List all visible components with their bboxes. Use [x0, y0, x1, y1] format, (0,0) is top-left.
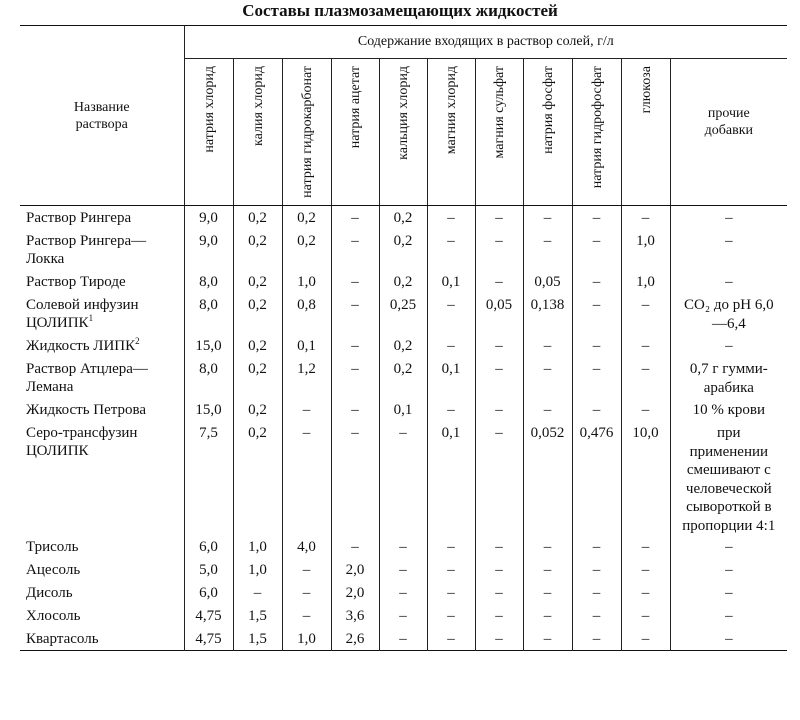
- solution-name: Раствор Тироде: [26, 274, 126, 290]
- value-cell: –: [475, 334, 523, 357]
- value-cell: –: [427, 535, 475, 558]
- value-cell: –: [427, 627, 475, 651]
- column-header: [282, 59, 331, 206]
- table-row: [20, 421, 787, 535]
- value-cell: 0,2: [282, 206, 331, 230]
- value-cell: 3,6: [331, 604, 379, 627]
- value-cell: 6,0: [184, 535, 233, 558]
- other-additives-cell: [670, 535, 787, 558]
- other-additives-text: –: [725, 562, 733, 578]
- value-cell: 8,0: [184, 270, 233, 293]
- column-header-label: натрия хлорид: [201, 66, 216, 153]
- value-cell: –: [523, 627, 572, 651]
- value-cell: 0,1: [379, 398, 427, 421]
- column-header: [331, 59, 379, 206]
- value-cell: –: [331, 270, 379, 293]
- value-cell: 0,2: [233, 229, 282, 270]
- value-cell: –: [331, 293, 379, 334]
- value-cell: –: [572, 229, 621, 270]
- column-header: [379, 59, 427, 206]
- value-cell: –: [282, 604, 331, 627]
- solution-name-cell: [20, 334, 184, 357]
- table-row: [20, 334, 787, 357]
- value-cell: 0,2: [379, 229, 427, 270]
- value-cell: –: [475, 421, 523, 535]
- value-cell: –: [427, 558, 475, 581]
- other-additives-text: –: [725, 585, 733, 601]
- value-cell: –: [572, 627, 621, 651]
- other-additives-cell: [670, 334, 787, 357]
- other-additives-cell: [670, 206, 787, 230]
- other-additives-text: –: [725, 608, 733, 624]
- value-cell: –: [475, 206, 523, 230]
- table-body: [20, 206, 787, 651]
- solution-name-cell: [20, 398, 184, 421]
- solution-name-cell: [20, 229, 184, 270]
- value-cell: –: [621, 558, 670, 581]
- value-cell: –: [572, 535, 621, 558]
- value-cell: 0,2: [282, 229, 331, 270]
- column-header: [233, 59, 282, 206]
- value-cell: –: [523, 357, 572, 398]
- value-cell: 0,05: [475, 293, 523, 334]
- value-cell: –: [379, 421, 427, 535]
- value-cell: –: [523, 229, 572, 270]
- value-cell: –: [572, 206, 621, 230]
- table-title: Составы плазмозамещающих жидкостей: [242, 1, 558, 20]
- value-cell: 10,0: [621, 421, 670, 535]
- value-cell: –: [379, 581, 427, 604]
- value-cell: –: [572, 581, 621, 604]
- solution-name: Ацесоль: [26, 562, 81, 578]
- value-cell: –: [621, 334, 670, 357]
- value-cell: 1,0: [233, 535, 282, 558]
- solution-name-cell: [20, 293, 184, 334]
- other-additives-text: –: [725, 539, 733, 555]
- other-additives-text: –: [725, 274, 733, 290]
- value-cell: 0,25: [379, 293, 427, 334]
- value-cell: 2,6: [331, 627, 379, 651]
- value-cell: 0,2: [233, 293, 282, 334]
- value-cell: –: [427, 604, 475, 627]
- solution-name: Жидкость Петрова: [26, 402, 147, 418]
- solution-name-cell: [20, 581, 184, 604]
- value-cell: 15,0: [184, 334, 233, 357]
- solution-name-cell: [20, 357, 184, 398]
- value-cell: 1,5: [233, 604, 282, 627]
- other-additives-text: –: [725, 233, 733, 249]
- value-cell: –: [523, 558, 572, 581]
- other-additives-text: CO₂ до pH 6,0—6,4: [684, 297, 774, 332]
- value-cell: –: [572, 357, 621, 398]
- value-cell: –: [621, 357, 670, 398]
- other-additives-cell: [670, 293, 787, 334]
- other-additives-text: 0,7 г гумми-арабика: [689, 361, 768, 396]
- solution-name: Солевой инфузин ЦОЛИПК: [26, 297, 139, 331]
- other-additives-text: 10 % крови: [692, 402, 766, 418]
- column-header-label: магния хлорид: [443, 66, 459, 155]
- solution-name: Серо-трансфузин ЦОЛИПК: [26, 425, 138, 459]
- column-header: [184, 59, 233, 206]
- value-cell: –: [572, 398, 621, 421]
- value-cell: 0,1: [427, 421, 475, 535]
- solution-name-cell: [20, 558, 184, 581]
- value-cell: –: [475, 581, 523, 604]
- solution-name: Раствор Атцлера—Лемана: [26, 361, 148, 395]
- table-row: [20, 604, 787, 627]
- solution-name: Дисоль: [26, 585, 73, 601]
- other-additives-cell: [670, 581, 787, 604]
- other-additives-cell: [670, 229, 787, 270]
- value-cell: –: [427, 293, 475, 334]
- value-cell: –: [621, 627, 670, 651]
- solution-name: Квартасоль: [26, 631, 99, 647]
- value-cell: 5,0: [184, 558, 233, 581]
- value-cell: –: [282, 398, 331, 421]
- other-additives-cell: [670, 604, 787, 627]
- value-cell: –: [475, 604, 523, 627]
- solution-name-cell: [20, 270, 184, 293]
- value-cell: –: [379, 627, 427, 651]
- table-row: [20, 398, 787, 421]
- footnote-marker: 1: [88, 313, 94, 323]
- solution-name: Раствор Рингера: [26, 210, 132, 226]
- other-additives-cell: [670, 270, 787, 293]
- table-row: [20, 229, 787, 270]
- value-cell: 7,5: [184, 421, 233, 535]
- value-cell: –: [331, 421, 379, 535]
- value-cell: 15,0: [184, 398, 233, 421]
- value-cell: –: [282, 581, 331, 604]
- value-cell: 0,1: [282, 334, 331, 357]
- column-header-label: натрия ацетат: [347, 66, 363, 149]
- table-row: [20, 535, 787, 558]
- value-cell: 8,0: [184, 293, 233, 334]
- solution-name-cell: [20, 604, 184, 627]
- value-cell: –: [427, 398, 475, 421]
- solution-name: Трисоль: [26, 539, 79, 555]
- value-cell: –: [427, 229, 475, 270]
- value-cell: –: [475, 398, 523, 421]
- value-cell: 8,0: [184, 357, 233, 398]
- value-cell: 0,1: [427, 270, 475, 293]
- value-cell: 0,2: [379, 206, 427, 230]
- value-cell: 1,0: [282, 627, 331, 651]
- solution-name-cell: [20, 627, 184, 651]
- value-cell: –: [572, 270, 621, 293]
- value-cell: –: [331, 334, 379, 357]
- value-cell: –: [282, 421, 331, 535]
- value-cell: 0,2: [379, 334, 427, 357]
- table-row: [20, 627, 787, 651]
- other-additives-cell: [670, 357, 787, 398]
- value-cell: –: [572, 293, 621, 334]
- value-cell: –: [475, 270, 523, 293]
- value-cell: –: [475, 558, 523, 581]
- value-cell: 1,2: [282, 357, 331, 398]
- other-additives-cell: [670, 627, 787, 651]
- solutions-table: [20, 25, 787, 651]
- value-cell: –: [331, 398, 379, 421]
- value-cell: –: [523, 581, 572, 604]
- value-cell: 0,2: [233, 334, 282, 357]
- column-header-label: калия хлорид: [250, 66, 265, 146]
- value-cell: –: [475, 627, 523, 651]
- table-row: [20, 581, 787, 604]
- solution-name-cell: [20, 421, 184, 535]
- value-cell: –: [331, 206, 379, 230]
- solution-name: Жидкость ЛИПК: [26, 338, 136, 354]
- column-header: [475, 59, 523, 206]
- column-header: [523, 59, 572, 206]
- value-cell: –: [523, 334, 572, 357]
- table-row: [20, 270, 787, 293]
- value-cell: –: [475, 229, 523, 270]
- value-cell: –: [427, 206, 475, 230]
- solution-name: Хлосоль: [26, 608, 81, 624]
- value-cell: 0,2: [233, 357, 282, 398]
- value-cell: 0,138: [523, 293, 572, 334]
- solution-name-cell: [20, 535, 184, 558]
- column-header-label: кальция хлорид: [395, 66, 411, 160]
- value-cell: –: [572, 334, 621, 357]
- name-column-header: [20, 26, 184, 206]
- table-row: [20, 206, 787, 230]
- value-cell: –: [572, 604, 621, 627]
- value-cell: –: [621, 535, 670, 558]
- column-header-label: натрия гидрокарбонат: [299, 66, 314, 198]
- value-cell: 1,5: [233, 627, 282, 651]
- table-row: [20, 357, 787, 398]
- other-additives-cell: [670, 421, 787, 535]
- other-additives-text: –: [725, 631, 733, 647]
- value-cell: –: [282, 558, 331, 581]
- value-cell: 0,2: [233, 398, 282, 421]
- column-header: [621, 59, 670, 206]
- other-additives-text: –: [725, 210, 733, 226]
- value-cell: –: [621, 581, 670, 604]
- value-cell: 0,2: [233, 270, 282, 293]
- column-header: [427, 59, 475, 206]
- other-additives-header: [670, 59, 787, 206]
- value-cell: –: [331, 229, 379, 270]
- column-header-label: натрия фосфат: [540, 66, 555, 154]
- name-column-header-label: Название раствора: [73, 99, 130, 132]
- value-cell: –: [523, 535, 572, 558]
- value-cell: –: [523, 398, 572, 421]
- value-cell: –: [523, 604, 572, 627]
- value-cell: 4,0: [282, 535, 331, 558]
- other-additives-text: при применении смешивают с человеческой сывороткой в пропорции 4:1: [682, 425, 776, 534]
- value-cell: 0,05: [523, 270, 572, 293]
- value-cell: 0,2: [233, 421, 282, 535]
- value-cell: –: [379, 604, 427, 627]
- other-additives-cell: [670, 398, 787, 421]
- value-cell: –: [379, 535, 427, 558]
- value-cell: –: [475, 535, 523, 558]
- other-additives-header-label: прочие добавки: [704, 106, 753, 138]
- value-cell: –: [427, 334, 475, 357]
- value-cell: –: [331, 535, 379, 558]
- value-cell: 1,0: [621, 270, 670, 293]
- value-cell: –: [233, 581, 282, 604]
- table-row: [20, 293, 787, 334]
- value-cell: 1,0: [621, 229, 670, 270]
- value-cell: 4,75: [184, 627, 233, 651]
- value-cell: –: [621, 398, 670, 421]
- other-additives-text: –: [725, 338, 733, 354]
- value-cell: 0,2: [379, 357, 427, 398]
- value-cell: 4,75: [184, 604, 233, 627]
- value-cell: –: [621, 604, 670, 627]
- salts-group-header: Содержание входящих в раствор солей, г/л: [184, 26, 787, 59]
- column-header-label: натрия гидрофосфат: [589, 66, 604, 189]
- footnote-marker: 2: [135, 336, 140, 346]
- value-cell: 0,052: [523, 421, 572, 535]
- value-cell: 0,2: [379, 270, 427, 293]
- table-row: [20, 558, 787, 581]
- value-cell: 0,8: [282, 293, 331, 334]
- value-cell: –: [379, 558, 427, 581]
- value-cell: 0,476: [572, 421, 621, 535]
- value-cell: 6,0: [184, 581, 233, 604]
- value-cell: –: [621, 293, 670, 334]
- value-cell: –: [475, 357, 523, 398]
- value-cell: 2,0: [331, 581, 379, 604]
- column-header: [572, 59, 621, 206]
- value-cell: 9,0: [184, 206, 233, 230]
- value-cell: 2,0: [331, 558, 379, 581]
- value-cell: –: [621, 206, 670, 230]
- value-cell: –: [572, 558, 621, 581]
- other-additives-cell: [670, 558, 787, 581]
- value-cell: –: [331, 357, 379, 398]
- value-cell: 0,1: [427, 357, 475, 398]
- value-cell: 1,0: [282, 270, 331, 293]
- value-cell: 9,0: [184, 229, 233, 270]
- value-cell: 1,0: [233, 558, 282, 581]
- column-header-label: глюкоза: [638, 66, 653, 114]
- value-cell: 0,2: [233, 206, 282, 230]
- solution-name-cell: [20, 206, 184, 230]
- column-header-label: магния сульфат: [491, 66, 507, 159]
- value-cell: –: [427, 581, 475, 604]
- value-cell: –: [523, 206, 572, 230]
- solution-name: Раствор Рингера—Локка: [26, 233, 147, 267]
